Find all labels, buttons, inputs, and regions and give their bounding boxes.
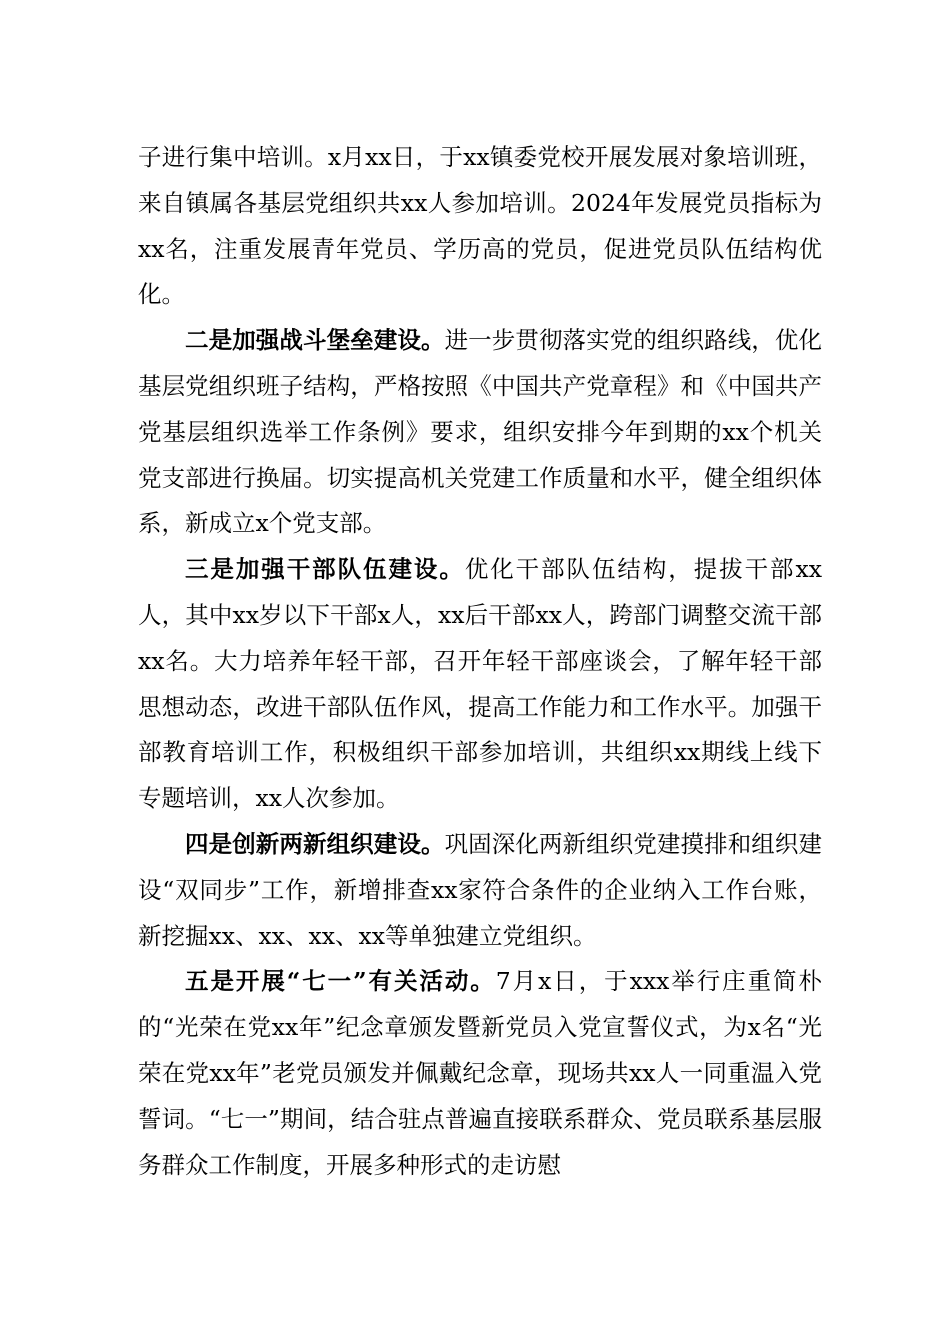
paragraph-two-new-organizations	[138, 822, 822, 959]
paragraph-training-continuation	[138, 135, 822, 318]
paragraph-fortress-building	[138, 318, 822, 547]
paragraph-text: 巩固深化两新组织党建摸排和组织建设“双同步”工作，新增排查xx家符合条件的企业纳入工作台账，新挖掘xx、xx、xx、xx等单独建立党组织。	[138, 829, 823, 950]
paragraph-lead: 二是加强战斗堡垒建设。	[185, 326, 445, 355]
paragraph-lead: 五是开展“七一”有关活动。	[185, 967, 496, 996]
paragraph-text: 进一步贯彻落实党的组织路线，优化基层党组织班子结构，严格按照《中国共产党章程》和《中国共产党基层组织选举工作条例》要求，组织安排今年到期的xx个机关党支部进行换届。切实提高机关党建工作质量和水平，健全组织体系，新成立x个党支部。	[138, 326, 823, 538]
paragraph-text: 7月x日，于xxx举行庄重简朴的“光荣在党xx年”纪念章颁发暨新党员入党宣誓仪式，为x名“光荣在党xx年”老党员颁发并佩戴纪念章，现场共xx人一同重温入党誓词。“七一”期间，结合驻点普遍直接联系群众、党员联系基层服务群众工作制度，开展多种形式的走访慰	[138, 967, 822, 1179]
paragraph-cadre-building	[138, 547, 822, 822]
paragraph-text: 优化干部队伍结构，提拔干部xx人，其中xx岁以下干部x人，xx后干部xx人，跨部门调整交流干部xx名。大力培养年轻干部，召开年轻干部座谈会，了解年轻干部思想动态，改进干部队伍作风，提高工作能力和工作水平。加强干部教育培训工作，积极组织干部参加培训，共组织xx期线上线下专题培训，xx人次参加。	[138, 555, 822, 813]
paragraph-lead: 四是创新两新组织建设。	[185, 829, 445, 858]
paragraph-text: 子进行集中培训。x月xx日，于xx镇委党校开展发展对象培训班，来自镇属各基层党组织共xx人参加培训。2024年发展党员指标为xx名，注重发展青年党员、学历高的党员，促进党员队伍结构优化。	[138, 143, 822, 309]
paragraph-july-first-activities	[138, 959, 822, 1188]
document-body	[138, 135, 822, 1188]
paragraph-lead: 三是加强干部队伍建设。	[185, 555, 465, 584]
